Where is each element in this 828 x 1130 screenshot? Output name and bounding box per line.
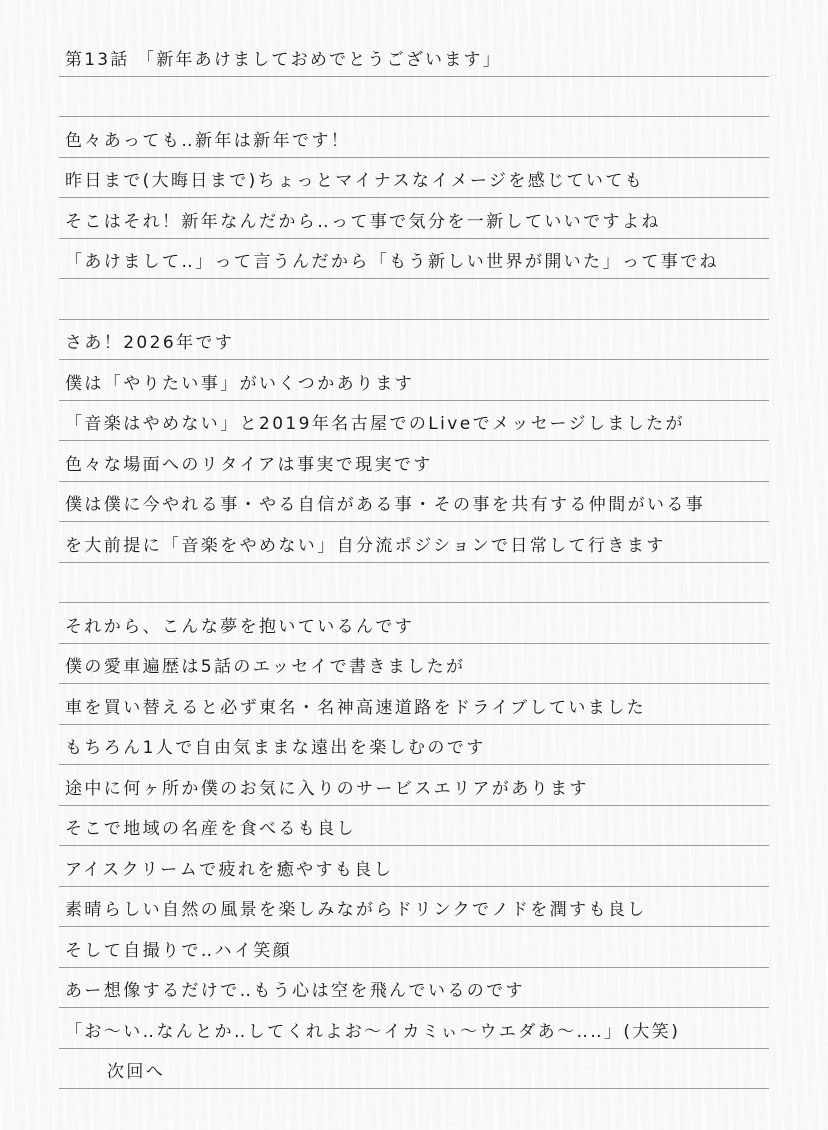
line-text: そこで地域の名産を食べるも良し	[65, 819, 356, 839]
text-line	[59, 401, 769, 441]
blank-line	[59, 563, 769, 603]
blank-line	[59, 280, 769, 320]
line-text: 車を買い替えると必ず東名・名神高速道路をドライブしていました	[65, 698, 646, 718]
text-line	[59, 523, 769, 563]
text-line	[59, 604, 769, 644]
line-text: 「あけまして‥」って言うんだから「もう新しい世界が開いた」って事でね	[65, 252, 719, 272]
line-text: そして自撮りで‥ハイ笑顔	[65, 941, 293, 961]
text-line	[59, 725, 769, 765]
text-line	[59, 1009, 769, 1049]
text-line	[59, 928, 769, 968]
line-text: さあ！2026年です	[65, 333, 235, 353]
text-line	[59, 442, 769, 482]
text-line	[59, 968, 769, 1008]
line-text: 昨日まで(大晦日まで)ちょっとマイナスなイメージを感じていても	[65, 171, 645, 191]
text-line	[59, 482, 769, 522]
text-line	[59, 847, 769, 887]
line-text: 「お〜い‥なんとか‥してくれよお〜イカミぃ〜ウエダあ〜‥‥」(大笑)	[65, 1022, 681, 1042]
line-text: 色々あっても‥新年は新年です！	[65, 131, 351, 151]
next-episode-line[interactable]	[59, 1049, 769, 1089]
line-text: 僕は「やりたい事」がいくつかあります	[65, 374, 415, 394]
text-line	[59, 361, 769, 401]
next-episode-link[interactable]: 次回へ	[107, 1062, 166, 1082]
line-text: 途中に何ヶ所か僕のお気に入りのサービスエリアがあります	[65, 779, 589, 799]
text-line	[59, 199, 769, 239]
essay-title-line	[59, 37, 769, 77]
line-text: そこはそれ！新年なんだから‥って事で気分を一新していいですよね	[65, 212, 661, 232]
essay-title: 第13話 「新年あけましておめでとうございます」	[65, 50, 502, 70]
text-line	[59, 320, 769, 360]
line-text: もちろん1人で自由気ままな遠出を楽しむのです	[65, 738, 486, 758]
text-line	[59, 887, 769, 927]
line-text: あー想像するだけで‥もう心は空を飛んでいるのです	[65, 981, 525, 1001]
text-line	[59, 118, 769, 158]
text-line	[59, 685, 769, 725]
text-line	[59, 644, 769, 684]
text-line	[59, 806, 769, 846]
text-line	[59, 158, 769, 198]
text-line	[59, 766, 769, 806]
line-text: 僕の愛車遍歴は5話のエッセイで書きましたが	[65, 657, 466, 677]
line-text: を大前提に「音楽をやめない」自分流ポジションで日常して行きます	[65, 536, 666, 556]
blank-line	[59, 77, 769, 117]
line-text: 素晴らしい自然の風景を楽しみながらドリンクでノドを潤すも良し	[65, 900, 647, 920]
line-text: それから、こんな夢を抱いているんです	[65, 617, 415, 637]
line-text: 色々な場面へのリタイアは事実で現実です	[65, 455, 433, 475]
text-line	[59, 239, 769, 279]
line-text: アイスクリームで疲れを癒やすも良し	[65, 860, 394, 880]
line-text: 僕は僕に今やれる事・やる自信がある事・その事を共有する仲間がいる事	[65, 495, 706, 515]
line-text: 「音楽はやめない」と2019年名古屋でのLiveでメッセージしましたが	[65, 414, 685, 434]
